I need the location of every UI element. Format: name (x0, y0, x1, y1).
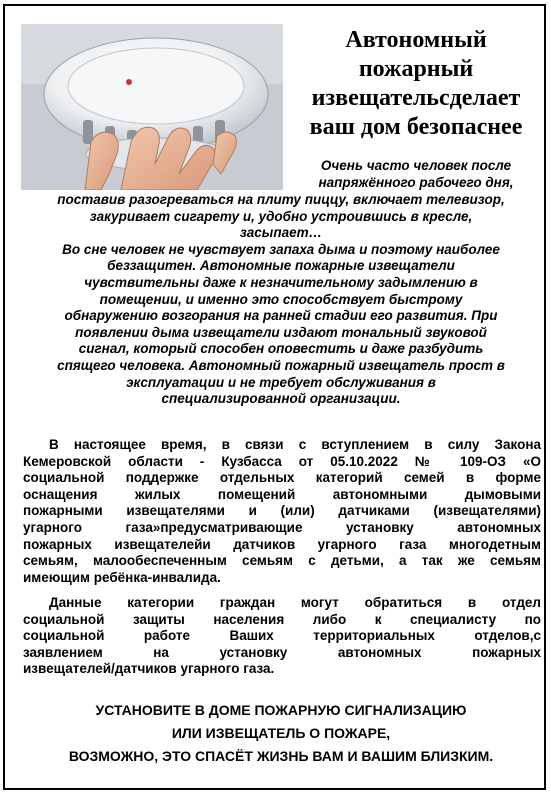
intro-paragraph-top (291, 158, 541, 191)
smoke-detector-icon (21, 24, 283, 190)
contact-line: Данные категории граждан могут обратиться в отдел (49, 595, 541, 610)
law-line: социальной поддержке отдельных категорий семей в форме (23, 470, 541, 486)
intro-line: появлении дыма извещатели издают тональный звуковой (75, 324, 487, 340)
law-line: угарного газа»предусматривающие установку автономных (23, 519, 541, 535)
intro-paragraph (21, 192, 541, 408)
contact-line: социальной защиты населения либо к специалисту по (23, 611, 541, 627)
intro-line: Во сне человек не чувствует запаха дыма и поэтому наиболее (62, 241, 500, 257)
intro-line: беззащитен. Автономные пожарные извещатели (107, 258, 455, 274)
appeal-line: ВОЗМОЖНО, ЭТО СПАСЁТ ЖИЗНЬ ВАМ И ВАШИМ БЛИЗКИМ. (68, 748, 494, 764)
appeal-line: УСТАНОВИТЕ В ДОМЕ ПОЖАРНУЮ СИГНАЛИЗАЦИЮ (95, 702, 467, 718)
smoke-detector-photo (21, 24, 283, 190)
intro-line: закуривает сигарету и, удобно устроившись в кресле, (89, 208, 473, 224)
law-line: В настоящее время, в связи с вступлением в силу Закона (49, 437, 541, 452)
law-line: пожарных извещателейи датчиков угарного газа многодетным (23, 536, 541, 552)
title-line: пожарный (358, 56, 474, 82)
law-line: семьям, малообеспеченным семьям с детьми, а так же семьям (23, 553, 541, 569)
intro-line: Очень часто человек после (320, 158, 512, 173)
title-line: Автономный (345, 27, 487, 53)
law-paragraph (23, 437, 541, 586)
appeal-line: ИЛИ ИЗВЕЩАТЕЛЬ О ПОЖАРЕ, (171, 725, 391, 741)
law-line: Кемеровской области - Кузбасса от 05.10.2022 № 109-ОЗ «О (23, 453, 541, 469)
contact-line: заявлением на установку автономных пожарных (23, 644, 541, 660)
contact-paragraph (23, 595, 541, 678)
title-line: извещательсделает (311, 85, 521, 111)
intro-line: чувствительны даже к незначительному задымлению в (84, 274, 478, 290)
law-line: оснащения жилых помещений автономными дымовыми (23, 486, 541, 502)
leaflet-title (291, 26, 541, 142)
intro-line: спящего человека. Автономный пожарный извещатель прост в (57, 357, 505, 373)
contact-line: социальной работе Ваших территориальных отделов,с (23, 628, 541, 644)
leaflet-frame (3, 4, 546, 790)
law-line: пожарными извещателями и (или) датчиками (извещателями) (23, 503, 541, 519)
intro-line: специализированной организации. (161, 391, 401, 407)
law-line: имеющим ребёнка-инвалида. (23, 569, 221, 585)
intro-line: обнаружению возгорания на ранней стадии его развития. При (64, 308, 498, 324)
closing-appeal (21, 699, 541, 768)
title-line: ваш дом безопаснее (309, 114, 523, 140)
intro-line: эксплуатации и не требует обслуживания в (126, 374, 436, 390)
intro-line: напряжённого рабочего дня, (318, 174, 514, 190)
intro-line: засыпает… (239, 225, 323, 241)
intro-line: помещении, и именно это способствует быстрому (99, 291, 463, 307)
contact-line: извещателей/датчиков угарного газа. (23, 661, 275, 677)
intro-line: поставив разогреваться на плиту пиццу, включает телевизор, (57, 192, 505, 207)
intro-line: сигнал, который способен оповестить и даже разбудить (78, 341, 484, 357)
